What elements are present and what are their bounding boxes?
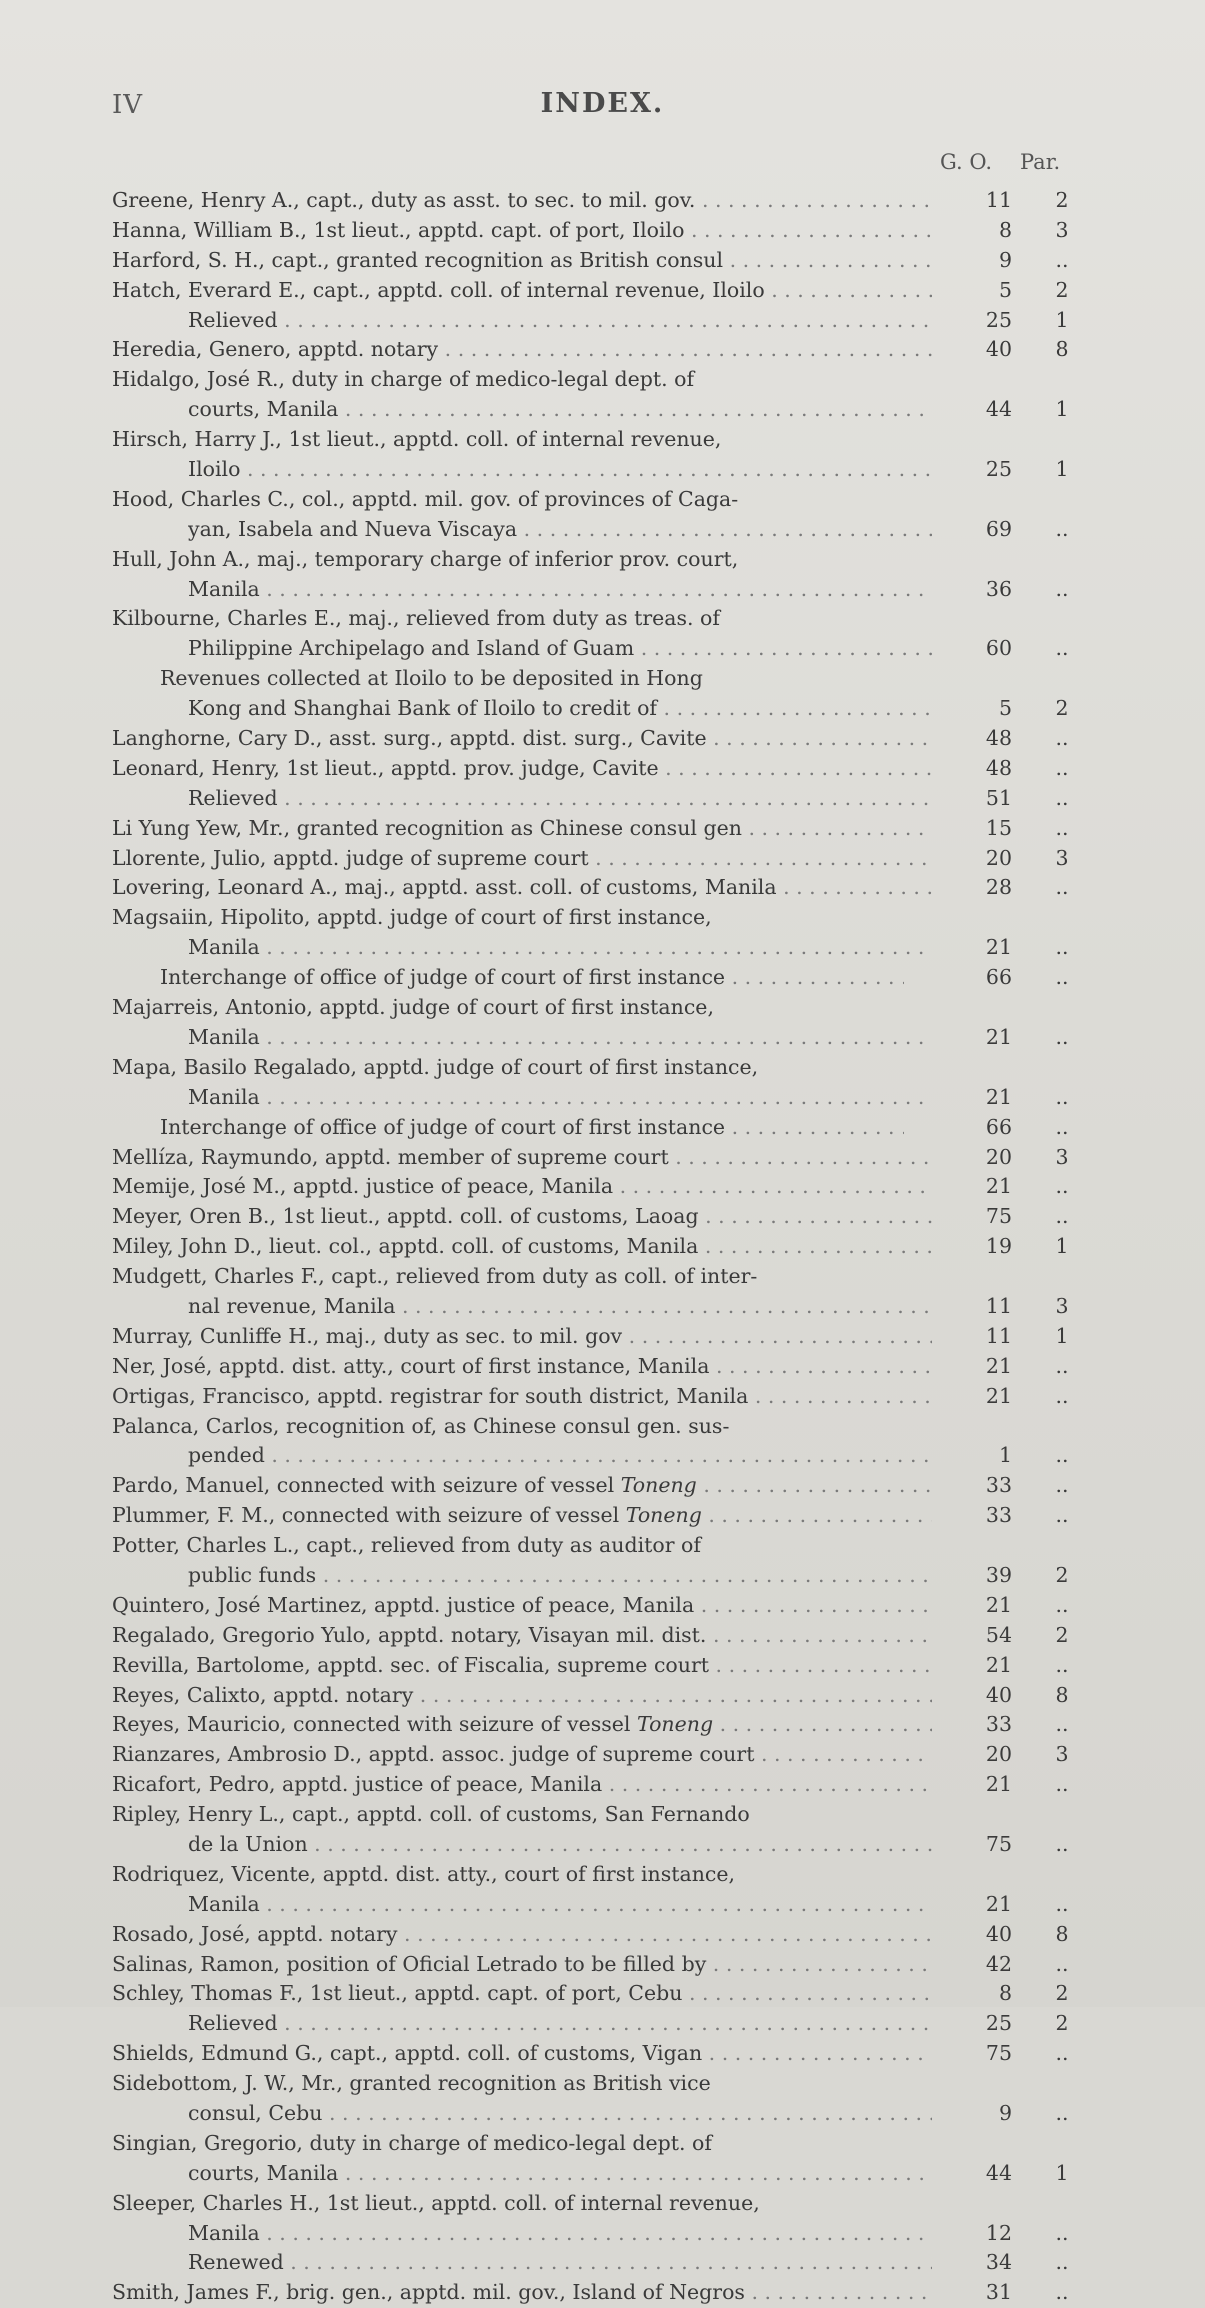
par-column-header: Par. (1020, 150, 1061, 174)
entry-text: Kilbourne, Charles E., maj., relieved from duty as treas. of (112, 606, 720, 631)
index-entry (112, 2189, 1112, 2219)
entry-text: Sleeper, Charles H., 1st lieut., apptd. coll. of internal revenue, (112, 2190, 760, 2215)
index-entry (112, 1710, 1112, 1740)
index-entry (112, 395, 1112, 425)
entry-go-number: 33 (985, 1503, 1012, 1528)
index-entries (112, 186, 1112, 2308)
entry-go-number: 5 (998, 696, 1012, 721)
index-entry (112, 1561, 1112, 1591)
entry-par-number: .. (1055, 1772, 1069, 1797)
entry-par-number: .. (1055, 1204, 1069, 1229)
entry-par-number: 1 (1055, 457, 1069, 482)
entry-par-number: 1 (1055, 397, 1069, 422)
entry-go-number: 66 (985, 1114, 1012, 1139)
index-entry (112, 246, 1112, 276)
entry-text: Palanca, Carlos, recognition of, as Chinese consul gen. sus- (112, 1413, 730, 1438)
entry-par-number: .. (1055, 1174, 1069, 1199)
index-entry (112, 634, 1112, 664)
entry-go-number: 34 (985, 2250, 1012, 2275)
index-entry (112, 2099, 1112, 2129)
index-entry (112, 1292, 1112, 1322)
entry-par-number: .. (1055, 785, 1069, 810)
entry-go-number: 11 (985, 188, 1012, 212)
entry-go-number: 44 (985, 2160, 1012, 2185)
entry-par-number: .. (1055, 1473, 1069, 1498)
entry-text: Manila . . . (188, 933, 932, 963)
entry-text: Majarreis, Antonio, apptd. judge of court of first instance, (112, 995, 714, 1020)
index-entry (112, 2219, 1112, 2249)
entry-text: Hanna, William B., 1st lieut., apptd. capt. of port, Iloilo . . . (112, 216, 932, 246)
index-entry (112, 1382, 1112, 1412)
index-entry (112, 485, 1112, 515)
index-entry (112, 1262, 1112, 1292)
entry-text: Li Yung Yew, Mr., granted recognition as Chinese consul gen . . . (112, 814, 932, 844)
entry-par-number: .. (1055, 2250, 1069, 2275)
entry-text: Regalado, Gregorio Yulo, apptd. notary, Visayan mil. dist. . . . (112, 1621, 932, 1651)
index-entry (112, 2278, 1112, 2308)
entry-text: courts, Manila . . . (188, 2159, 932, 2189)
entry-text: Ner, José, apptd. dist. atty., court of first instance, Manila . . . (112, 1352, 932, 1382)
index-entry (112, 335, 1112, 365)
entry-par-number: 8 (1055, 337, 1069, 362)
index-entry (112, 844, 1112, 874)
entry-go-number: 33 (985, 1473, 1012, 1498)
entry-par-number: .. (1055, 935, 1069, 960)
entry-par-number: .. (1055, 576, 1069, 601)
index-entry (112, 1651, 1112, 1681)
entry-go-number: 25 (985, 2011, 1012, 2036)
entry-par-number: .. (1055, 1024, 1069, 1049)
entry-text: Mellíza, Raymundo, apptd. member of supreme court . . . (112, 1143, 932, 1173)
entry-text: Revilla, Bartolome, apptd. sec. of Fiscalia, supreme court . . . (112, 1651, 932, 1681)
index-entry (112, 2069, 1112, 2099)
entry-go-number: 11 (985, 1323, 1012, 1348)
entry-go-number: 21 (985, 1353, 1012, 1378)
index-entry (112, 1471, 1112, 1501)
page-folio: IV (112, 90, 144, 120)
entry-text: Hood, Charles C., col., apptd. mil. gov. of provinces of Caga- (112, 486, 739, 511)
index-entry (112, 1352, 1112, 1382)
index-entry (112, 1113, 1112, 1143)
entry-par-number: .. (1055, 1353, 1069, 1378)
index-entry (112, 1172, 1112, 1202)
entry-text: Smith, James F., brig. gen., apptd. mil. gov., Island of Negros . . . (112, 2278, 932, 2308)
entry-go-number: 8 (998, 217, 1012, 242)
entry-go-number: 36 (985, 576, 1012, 601)
entry-go-number: 21 (985, 1772, 1012, 1797)
entry-par-number: .. (1055, 1592, 1069, 1617)
index-entry (112, 1890, 1112, 1920)
entry-text: yan, Isabela and Nueva Viscaya . . . (188, 515, 932, 545)
index-entry (112, 1860, 1112, 1890)
entry-par-number: .. (1055, 1652, 1069, 1677)
index-entry (112, 814, 1112, 844)
entry-text: Miley, John D., lieut. col., apptd. coll. of customs, Manila . . . (112, 1232, 932, 1262)
index-entry (112, 933, 1112, 963)
entry-go-number: 31 (985, 2280, 1012, 2305)
entry-go-number: 51 (985, 785, 1012, 810)
entry-par-number: 3 (1055, 1144, 1069, 1169)
entry-go-number: 75 (985, 1204, 1012, 1229)
entry-text: Greene, Henry A., capt., duty as asst. to sec. to mil. gov. . . . (112, 186, 932, 216)
entry-go-number: 40 (985, 1682, 1012, 1707)
entry-text: public funds . . . (188, 1561, 932, 1591)
entry-par-number: .. (1055, 516, 1069, 541)
entry-par-number: 2 (1055, 1981, 1069, 2006)
entry-text: Heredia, Genero, apptd. notary . . . (112, 335, 932, 365)
index-entry (112, 1770, 1112, 1800)
entry-text: Rosado, José, apptd. notary . . . (112, 1920, 932, 1950)
entry-text: Reyes, Calixto, apptd. notary . . . (112, 1681, 932, 1711)
entry-text: pended . . . (188, 1441, 932, 1471)
entry-text: Magsaiin, Hipolito, apptd. judge of court of first instance, (112, 905, 712, 930)
entry-go-number: 54 (985, 1622, 1012, 1647)
entry-text: Quintero, José Martinez, apptd. justice of peace, Manila . . . (112, 1591, 932, 1621)
index-entry (112, 2039, 1112, 2069)
entry-go-number: 21 (985, 1652, 1012, 1677)
entry-go-number: 11 (985, 1293, 1012, 1318)
entry-par-number: 1 (1055, 2160, 1069, 2185)
entry-go-number: 25 (985, 457, 1012, 482)
index-entry (112, 724, 1112, 754)
entry-par-number: 3 (1055, 1293, 1069, 1318)
entry-go-number: 12 (985, 2220, 1012, 2245)
entry-text: Rianzares, Ambrosio D., apptd. assoc. judge of supreme court . . . (112, 1740, 932, 1770)
entry-go-number: 39 (985, 1562, 1012, 1587)
go-column-header: G. O. (940, 150, 993, 174)
index-entry (112, 993, 1112, 1023)
index-entry (112, 1681, 1112, 1711)
index-entry (112, 365, 1112, 395)
entry-go-number: 33 (985, 1712, 1012, 1737)
entry-par-number: .. (1055, 2280, 1069, 2305)
entry-text: Iloilo . . . (188, 455, 932, 485)
entry-par-number: .. (1055, 1831, 1069, 1856)
index-entry (112, 545, 1112, 575)
entry-text: Leonard, Henry, 1st lieut., apptd. prov. judge, Cavite . . . (112, 754, 932, 784)
entry-text: Hatch, Everard E., capt., apptd. coll. of internal revenue, Iloilo . . . (112, 276, 932, 306)
entry-text: Manila . . . (188, 1083, 932, 1113)
entry-par-number: .. (1055, 1383, 1069, 1408)
entry-go-number: 15 (985, 815, 1012, 840)
entry-go-number: 21 (985, 1084, 1012, 1109)
entry-par-number: 3 (1055, 1742, 1069, 1767)
index-entry (112, 1830, 1112, 1860)
entry-text: Interchange of office of judge of court of first instance . . . (160, 1113, 904, 1143)
entry-text: Relieved . . . (188, 306, 932, 336)
index-entry (112, 455, 1112, 485)
entry-text: Sidebottom, J. W., Mr., granted recognition as British vice (112, 2071, 711, 2096)
entry-go-number: 48 (985, 726, 1012, 751)
index-entry (112, 784, 1112, 814)
index-entry (112, 903, 1112, 933)
entry-go-number: 21 (985, 1592, 1012, 1617)
entry-par-number: .. (1055, 1114, 1069, 1139)
entry-go-number: 25 (985, 307, 1012, 332)
entry-par-number: .. (1055, 1503, 1069, 1528)
entry-go-number: 21 (985, 1383, 1012, 1408)
entry-text: Memije, José M., apptd. justice of peace, Manila . . . (112, 1172, 932, 1202)
entry-text: Hull, John A., maj., temporary charge of inferior prov. court, (112, 546, 739, 571)
entry-go-number: 19 (985, 1234, 1012, 1259)
entry-par-number: 2 (1055, 2011, 1069, 2036)
entry-text: Manila . . . (188, 2219, 932, 2249)
entry-par-number: .. (1055, 247, 1069, 272)
entry-text: Interchange of office of judge of court of first instance . . . (160, 963, 904, 993)
entry-text: courts, Manila . . . (188, 395, 932, 425)
entry-par-number: 8 (1055, 1682, 1069, 1707)
index-entry (112, 1083, 1112, 1113)
entry-go-number: 21 (985, 1024, 1012, 1049)
entry-go-number: 9 (998, 247, 1012, 272)
entry-go-number: 44 (985, 397, 1012, 422)
index-entry (112, 425, 1112, 455)
entry-go-number: 8 (998, 1981, 1012, 2006)
index-entry (112, 2009, 1112, 2039)
entry-go-number: 20 (985, 845, 1012, 870)
entry-par-number: .. (1055, 965, 1069, 990)
page-title: INDEX. (540, 88, 665, 119)
entry-text: Ricafort, Pedro, apptd. justice of peace, Manila . . . (112, 1770, 932, 1800)
entry-par-number: 2 (1055, 696, 1069, 721)
entry-par-number: .. (1055, 2101, 1069, 2125)
index-entry (112, 515, 1112, 545)
entry-text: Shields, Edmund G., capt., apptd. coll. of customs, Vigan . . . (112, 2039, 932, 2069)
entry-go-number: 9 (998, 2101, 1012, 2125)
entry-par-number: 3 (1055, 845, 1069, 870)
entry-par-number: .. (1055, 755, 1069, 780)
entry-go-number: 42 (985, 1951, 1012, 1976)
index-entry (112, 1920, 1112, 1950)
entry-go-number: 21 (985, 935, 1012, 960)
index-entry (112, 1023, 1112, 1053)
entry-text: nal revenue, Manila . . . (188, 1292, 932, 1322)
entry-par-number: .. (1055, 1891, 1069, 1916)
entry-text: Philippine Archipelago and Island of Guam . . . (188, 634, 932, 664)
entry-text: consul, Cebu . . . (188, 2099, 932, 2129)
index-entry (112, 306, 1112, 336)
entry-text: Murray, Cunliffe H., maj., duty as sec. to mil. gov . . . (112, 1322, 932, 1352)
entry-par-number: .. (1055, 1084, 1069, 1109)
entry-text: Salinas, Ramon, position of Oficial Letrado to be filled by . . . (112, 1950, 932, 1980)
entry-par-number: .. (1055, 875, 1069, 900)
entry-text: Kong and Shanghai Bank of Iloilo to credit of . . . (188, 694, 932, 724)
index-entry (112, 186, 1112, 216)
entry-text: Singian, Gregorio, duty in charge of medico-legal dept. of (112, 2130, 712, 2155)
index-entry (112, 604, 1112, 634)
entry-text: Hirsch, Harry J., 1st lieut., apptd. coll. of internal revenue, (112, 427, 722, 452)
entry-text: Reyes, Mauricio, connected with seizure of vessel Toneng . . . (112, 1710, 932, 1740)
index-entry (112, 1441, 1112, 1471)
entry-text: Hidalgo, José R., duty in charge of medico-legal dept. of (112, 367, 695, 392)
entry-text: Ripley, Henry L., capt., apptd. coll. of customs, San Fernando (112, 1802, 750, 1827)
index-entry (112, 1591, 1112, 1621)
entry-text: Manila . . . (188, 575, 932, 605)
index-entry (112, 1621, 1112, 1651)
entry-text: Relieved . . . (188, 784, 932, 814)
entry-par-number: .. (1055, 815, 1069, 840)
entry-go-number: 21 (985, 1891, 1012, 1916)
entry-go-number: 40 (985, 1921, 1012, 1946)
entry-text: Meyer, Oren B., 1st lieut., apptd. coll. of customs, Laoag . . . (112, 1202, 932, 1232)
entry-text: Mapa, Basilo Regalado, apptd. judge of court of first instance, (112, 1054, 759, 1079)
entry-par-number: 2 (1055, 188, 1069, 212)
index-entry (112, 276, 1112, 306)
entry-go-number: 5 (998, 277, 1012, 302)
index-entry (112, 1232, 1112, 1262)
entry-go-number: 75 (985, 2041, 1012, 2066)
entry-text: Manila . . . (188, 1890, 932, 1920)
entry-text: Potter, Charles L., capt., relieved from duty as auditor of (112, 1533, 701, 1558)
entry-text: Ortigas, Francisco, apptd. registrar for south district, Manila . . . (112, 1382, 932, 1412)
entry-par-number: .. (1055, 2220, 1069, 2245)
index-entry (112, 1501, 1112, 1531)
entry-text: Langhorne, Cary D., asst. surg., apptd. dist. surg., Cavite . . . (112, 724, 932, 754)
index-entry (112, 1322, 1112, 1352)
index-entry (112, 1800, 1112, 1830)
index-entry (112, 754, 1112, 784)
entry-go-number: 21 (985, 1174, 1012, 1199)
entry-text: Mudgett, Charles F., capt., relieved from duty as coll. of inter- (112, 1264, 758, 1289)
entry-par-number: .. (1055, 726, 1069, 751)
entry-go-number: 20 (985, 1742, 1012, 1767)
entry-go-number: 60 (985, 636, 1012, 661)
index-entry (112, 1202, 1112, 1232)
index-entry (112, 216, 1112, 246)
entry-par-number: 3 (1055, 217, 1069, 242)
entry-par-number: .. (1055, 1951, 1069, 1976)
index-entry (112, 2129, 1112, 2159)
index-entry (112, 963, 1112, 993)
entry-text: Plummer, F. M., connected with seizure of vessel Toneng . . . (112, 1501, 932, 1531)
index-entry (112, 575, 1112, 605)
entry-go-number: 20 (985, 1144, 1012, 1169)
entry-text: de la Union . . . (188, 1830, 932, 1860)
entry-go-number: 69 (985, 516, 1012, 541)
entry-par-number: 2 (1055, 1562, 1069, 1587)
entry-par-number: 1 (1055, 1234, 1069, 1259)
index-entry (112, 2248, 1112, 2278)
entry-par-number: .. (1055, 636, 1069, 661)
index-entry (112, 1950, 1112, 1980)
index-entry (112, 1143, 1112, 1173)
index-entry (112, 1053, 1112, 1083)
index-entry (112, 873, 1112, 903)
entry-par-number: 2 (1055, 1622, 1069, 1647)
entry-text: Revenues collected at Iloilo to be deposited in Hong (160, 666, 703, 691)
entry-par-number: 1 (1055, 307, 1069, 332)
entry-go-number: 66 (985, 965, 1012, 990)
entry-text: Schley, Thomas F., 1st lieut., apptd. capt. of port, Cebu . . . (112, 1979, 932, 2009)
entry-par-number: .. (1055, 2041, 1069, 2066)
entry-text: Llorente, Julio, apptd. judge of supreme court . . . (112, 844, 932, 874)
index-entry (112, 1740, 1112, 1770)
entry-text: Rodriquez, Vicente, apptd. dist. atty., court of first instance, (112, 1861, 736, 1886)
entry-text: Relieved . . . (188, 2009, 932, 2039)
entry-par-number: 2 (1055, 277, 1069, 302)
entry-par-number: .. (1055, 1712, 1069, 1737)
index-entry (112, 1412, 1112, 1442)
entry-par-number: 1 (1055, 1323, 1069, 1348)
entry-text: Renewed . . . (188, 2248, 932, 2278)
entry-text: Harford, S. H., capt., granted recognition as British consul . . . (112, 246, 932, 276)
entry-go-number: 40 (985, 337, 1012, 362)
entry-go-number: 1 (998, 1443, 1012, 1468)
entry-go-number: 48 (985, 755, 1012, 780)
entry-go-number: 28 (985, 875, 1012, 900)
index-entry (112, 664, 1112, 694)
index-entry (112, 2159, 1112, 2189)
entry-text: Lovering, Leonard A., maj., apptd. asst. coll. of customs, Manila . . . (112, 873, 932, 903)
entry-text: Manila . . . (188, 1023, 932, 1053)
entry-go-number: 75 (985, 1831, 1012, 1856)
entry-text: Pardo, Manuel, connected with seizure of vessel Toneng . . . (112, 1471, 932, 1501)
entry-par-number: .. (1055, 1443, 1069, 1468)
index-entry (112, 1979, 1112, 2009)
index-entry (112, 1531, 1112, 1561)
entry-par-number: 8 (1055, 1921, 1069, 1946)
index-entry (112, 694, 1112, 724)
